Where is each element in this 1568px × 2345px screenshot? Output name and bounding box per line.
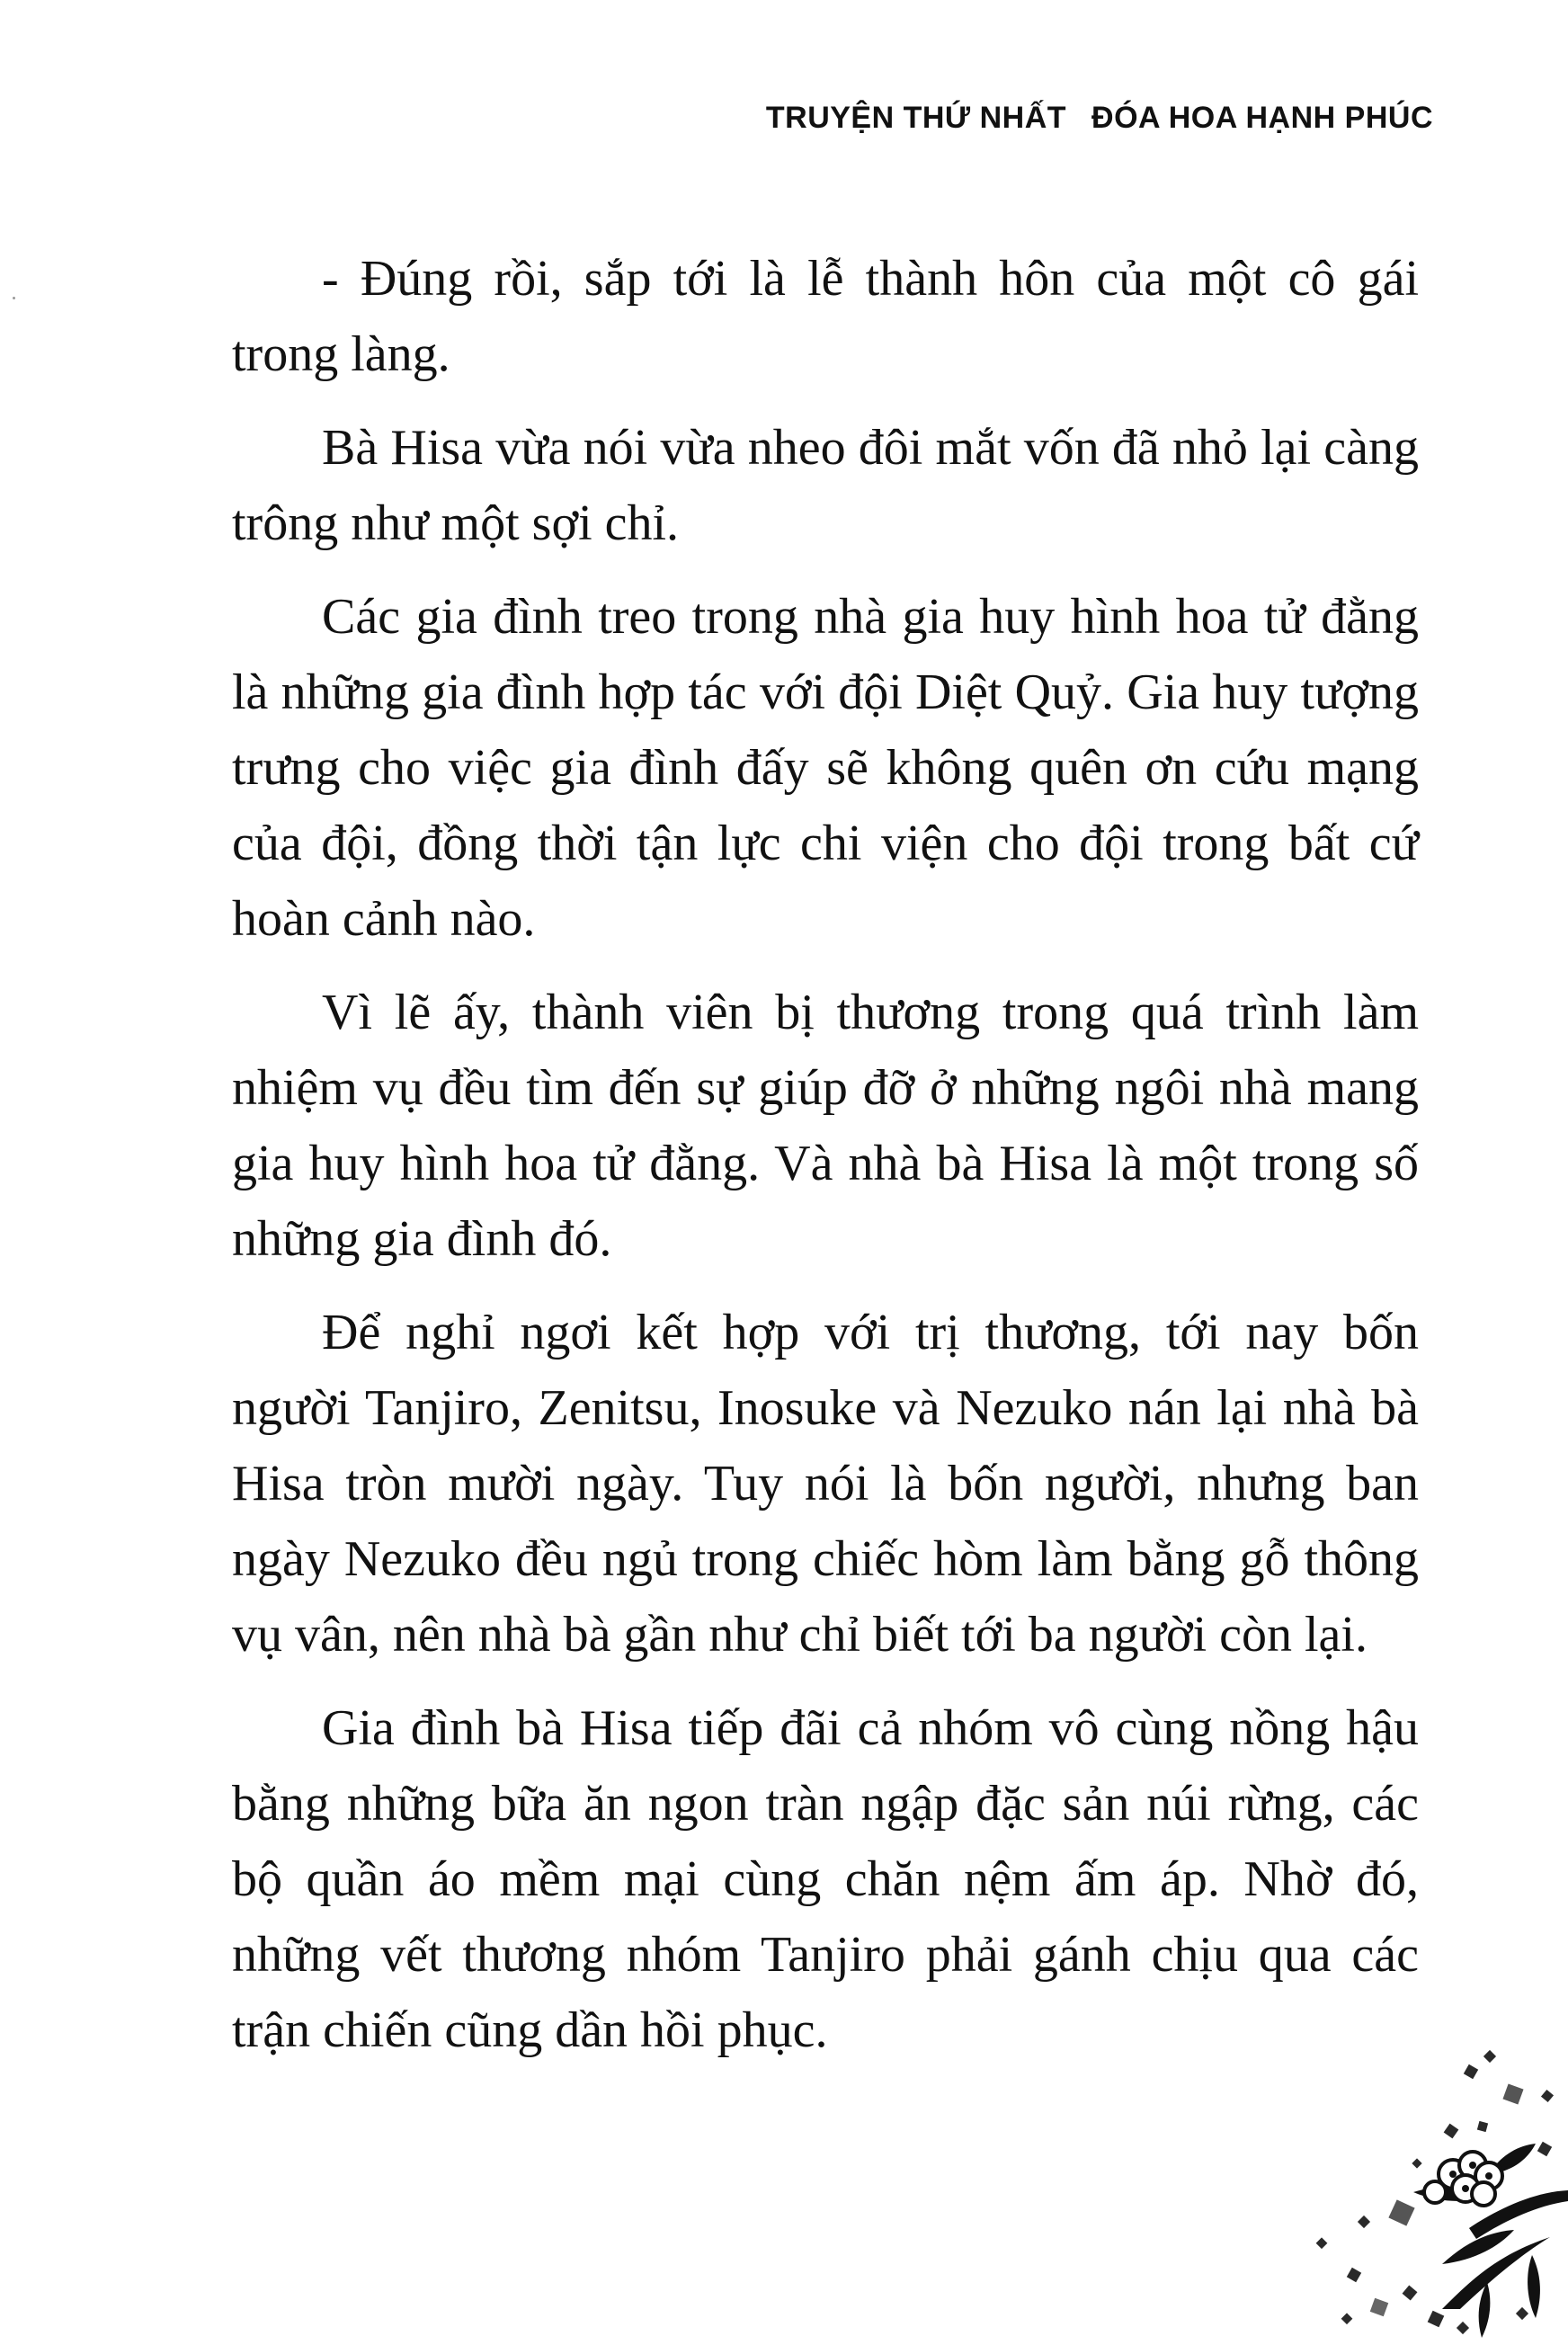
chapter-label: TRUYỆN THỨ NHẤT xyxy=(765,101,1067,135)
paragraph: - Đúng rồi, sắp tới là lễ thành hôn của một cô gái trong làng. xyxy=(232,251,1419,382)
scan-speck xyxy=(13,297,15,299)
paragraph: Vì lẽ ấy, thành viên bị thương trong quá trình làm nhiệm vụ đều tìm đến sự giúp đỡ ở những ngôi nhà mang gia huy hình hoa tử đằng. Và nhà bà Hisa là một trong số những gia đình đó. xyxy=(232,985,1419,1267)
paragraph: Các gia đình treo trong nhà gia huy hình hoa tử đằng là những gia đình hợp tác với đội Diệt Quỷ. Gia huy tượng trưng cho việc gia đình đấy sẽ không quên ơn cứu mạng của đội, đồng thời tận lực chi viện cho đội trong bất cứ hoàn cảnh nào. xyxy=(232,589,1419,947)
wisteria-flower-ornament-icon xyxy=(1172,2039,1568,2345)
paragraph: Bà Hisa vừa nói vừa nheo đôi mắt vốn đã nhỏ lại càng trông như một sợi chỉ. xyxy=(232,420,1419,551)
running-header xyxy=(766,101,1433,136)
chapter-title: ĐÓA HOA HẠNH PHÚC xyxy=(1091,101,1433,135)
body-text xyxy=(232,241,1419,2086)
paragraph: Gia đình bà Hisa tiếp đãi cả nhóm vô cùng nồng hậu bằng những bữa ăn ngon tràn ngập đặc sản núi rừng, các bộ quần áo mềm mại cùng chăn nệm ấm áp. Nhờ đó, những vết thương nhóm Tanjiro phải gánh chịu qua các trận chiến cũng dần hồi phục. xyxy=(232,1700,1419,2058)
paragraph: Để nghỉ ngơi kết hợp với trị thương, tới nay bốn người Tanjiro, Zenitsu, Inosuke và Nezuko nán lại nhà bà Hisa tròn mười ngày. Tuy nói là bốn người, nhưng ban ngày Nezuko đều ngủ trong chiếc hòm làm bằng gỗ thông vụ vân, nên nhà bà gần như chỉ biết tới ba người còn lại. xyxy=(232,1305,1419,1663)
